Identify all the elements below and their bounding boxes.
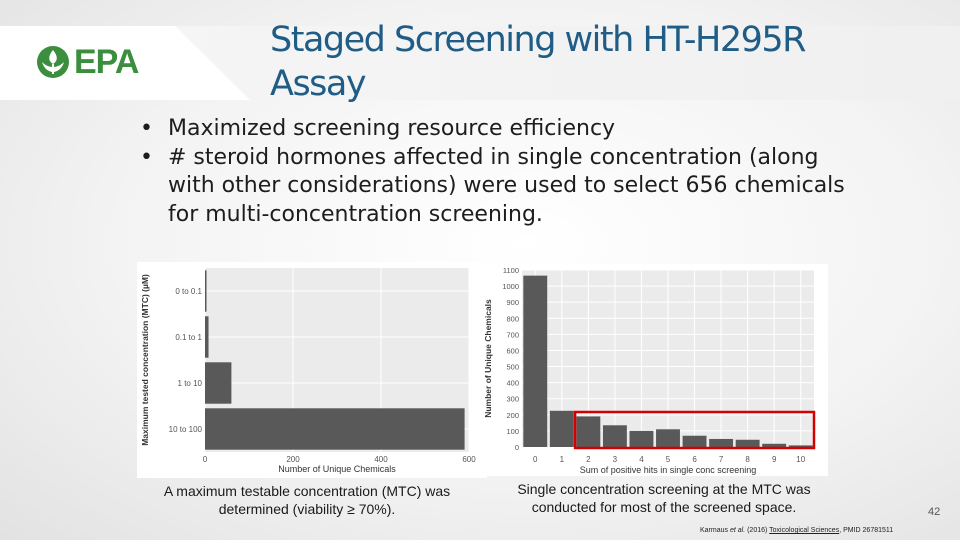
category-label: 8 <box>745 455 750 464</box>
category-label: 0 <box>533 455 538 464</box>
bar <box>576 416 600 447</box>
category-label: 7 <box>718 455 724 464</box>
category-label: 1 <box>559 455 565 464</box>
bar <box>656 429 680 447</box>
category-label: 4 <box>639 455 644 464</box>
citation <box>700 527 893 534</box>
citation-year: (2016) <box>745 527 770 534</box>
bar <box>683 436 707 447</box>
bullet-marker: • <box>140 116 153 141</box>
category-label: 10 <box>796 455 806 464</box>
bullet-list <box>140 115 860 229</box>
y-axis-label: Number of Unique Chemicals <box>483 299 493 418</box>
tick-label: 400 <box>506 378 519 388</box>
bullet-marker: • <box>140 144 153 170</box>
hits-chart-caption: Single concentration screening at the MTC was conducted for most of the screened space. <box>517 481 811 515</box>
tick-label: 200 <box>506 410 519 420</box>
citation-etal: et al. <box>729 527 746 534</box>
tick-label: 800 <box>506 314 519 324</box>
bar <box>709 439 733 447</box>
epa-logo-text: EPA <box>74 43 139 81</box>
category-label: 5 <box>665 455 671 464</box>
category-label: 2 <box>586 455 591 464</box>
tick-label: 300 <box>506 394 519 404</box>
bar <box>630 431 654 447</box>
category-label: 0 to 0.1 <box>175 287 202 296</box>
slide-title <box>270 18 910 106</box>
tick-label: 900 <box>506 298 519 308</box>
tick-label: 400 <box>374 455 388 464</box>
title-line-1: Staged Screening with HT-H295R <box>270 20 805 60</box>
bullet-text: Maximized screening resource efficiency <box>168 116 616 141</box>
tick-label: 600 <box>506 346 519 356</box>
citation-authors: Karmaus <box>700 527 730 534</box>
x-axis-label: Sum of positive hits in single conc screening <box>579 465 757 475</box>
tick-label: 500 <box>506 362 519 372</box>
category-label: 3 <box>612 455 618 464</box>
hits-chart-svg <box>480 264 828 476</box>
bar <box>205 316 209 357</box>
tick-label: 700 <box>506 330 519 340</box>
tick-label: 0 <box>514 443 519 452</box>
tick-label: 1000 <box>502 282 519 292</box>
y-axis-label: Maximum tested concentration (MTC) (µM) <box>140 274 150 446</box>
epa-flower-icon <box>36 45 70 79</box>
mtc-bar-chart <box>137 262 487 478</box>
citation-pmid: , PMID 26781511 <box>839 527 894 534</box>
epa-logo <box>36 44 138 80</box>
x-axis-label: Number of Unique Chemicals <box>278 464 396 474</box>
tick-label: 100 <box>506 426 519 436</box>
bar <box>205 362 231 403</box>
category-label: 0.1 to 1 <box>175 333 202 342</box>
category-label: 6 <box>692 455 697 464</box>
page-number: 42 <box>928 506 941 518</box>
bullet-item <box>140 144 860 230</box>
mtc-chart-svg <box>137 262 487 478</box>
bar <box>603 425 627 447</box>
bar <box>762 444 786 447</box>
tick-label: 0 <box>202 455 208 464</box>
tick-label: 600 <box>462 455 476 464</box>
bullet-item <box>140 115 860 144</box>
bar <box>205 270 207 311</box>
bar <box>523 276 547 447</box>
bar <box>205 408 465 449</box>
category-label: 10 to 100 <box>168 425 202 434</box>
bar <box>736 440 760 447</box>
tick-label: 200 <box>286 455 300 464</box>
bullet-text: # steroid hormones affected in single concentration (along with other considerations) were used to select 656 chemicals for multi-concentration screening. <box>168 144 845 227</box>
title-line-2: Assay <box>270 64 366 104</box>
category-label: 9 <box>771 455 777 464</box>
mtc-chart-caption: A maximum testable concentration (MTC) was determined (viability ≥ 70%). <box>163 483 451 517</box>
hits-bar-chart <box>480 264 828 476</box>
tick-label: 1100 <box>502 266 519 275</box>
citation-journal-link[interactable]: Toxicological Sciences <box>769 527 840 534</box>
bar <box>550 411 574 447</box>
category-label: 1 to 10 <box>177 379 202 388</box>
